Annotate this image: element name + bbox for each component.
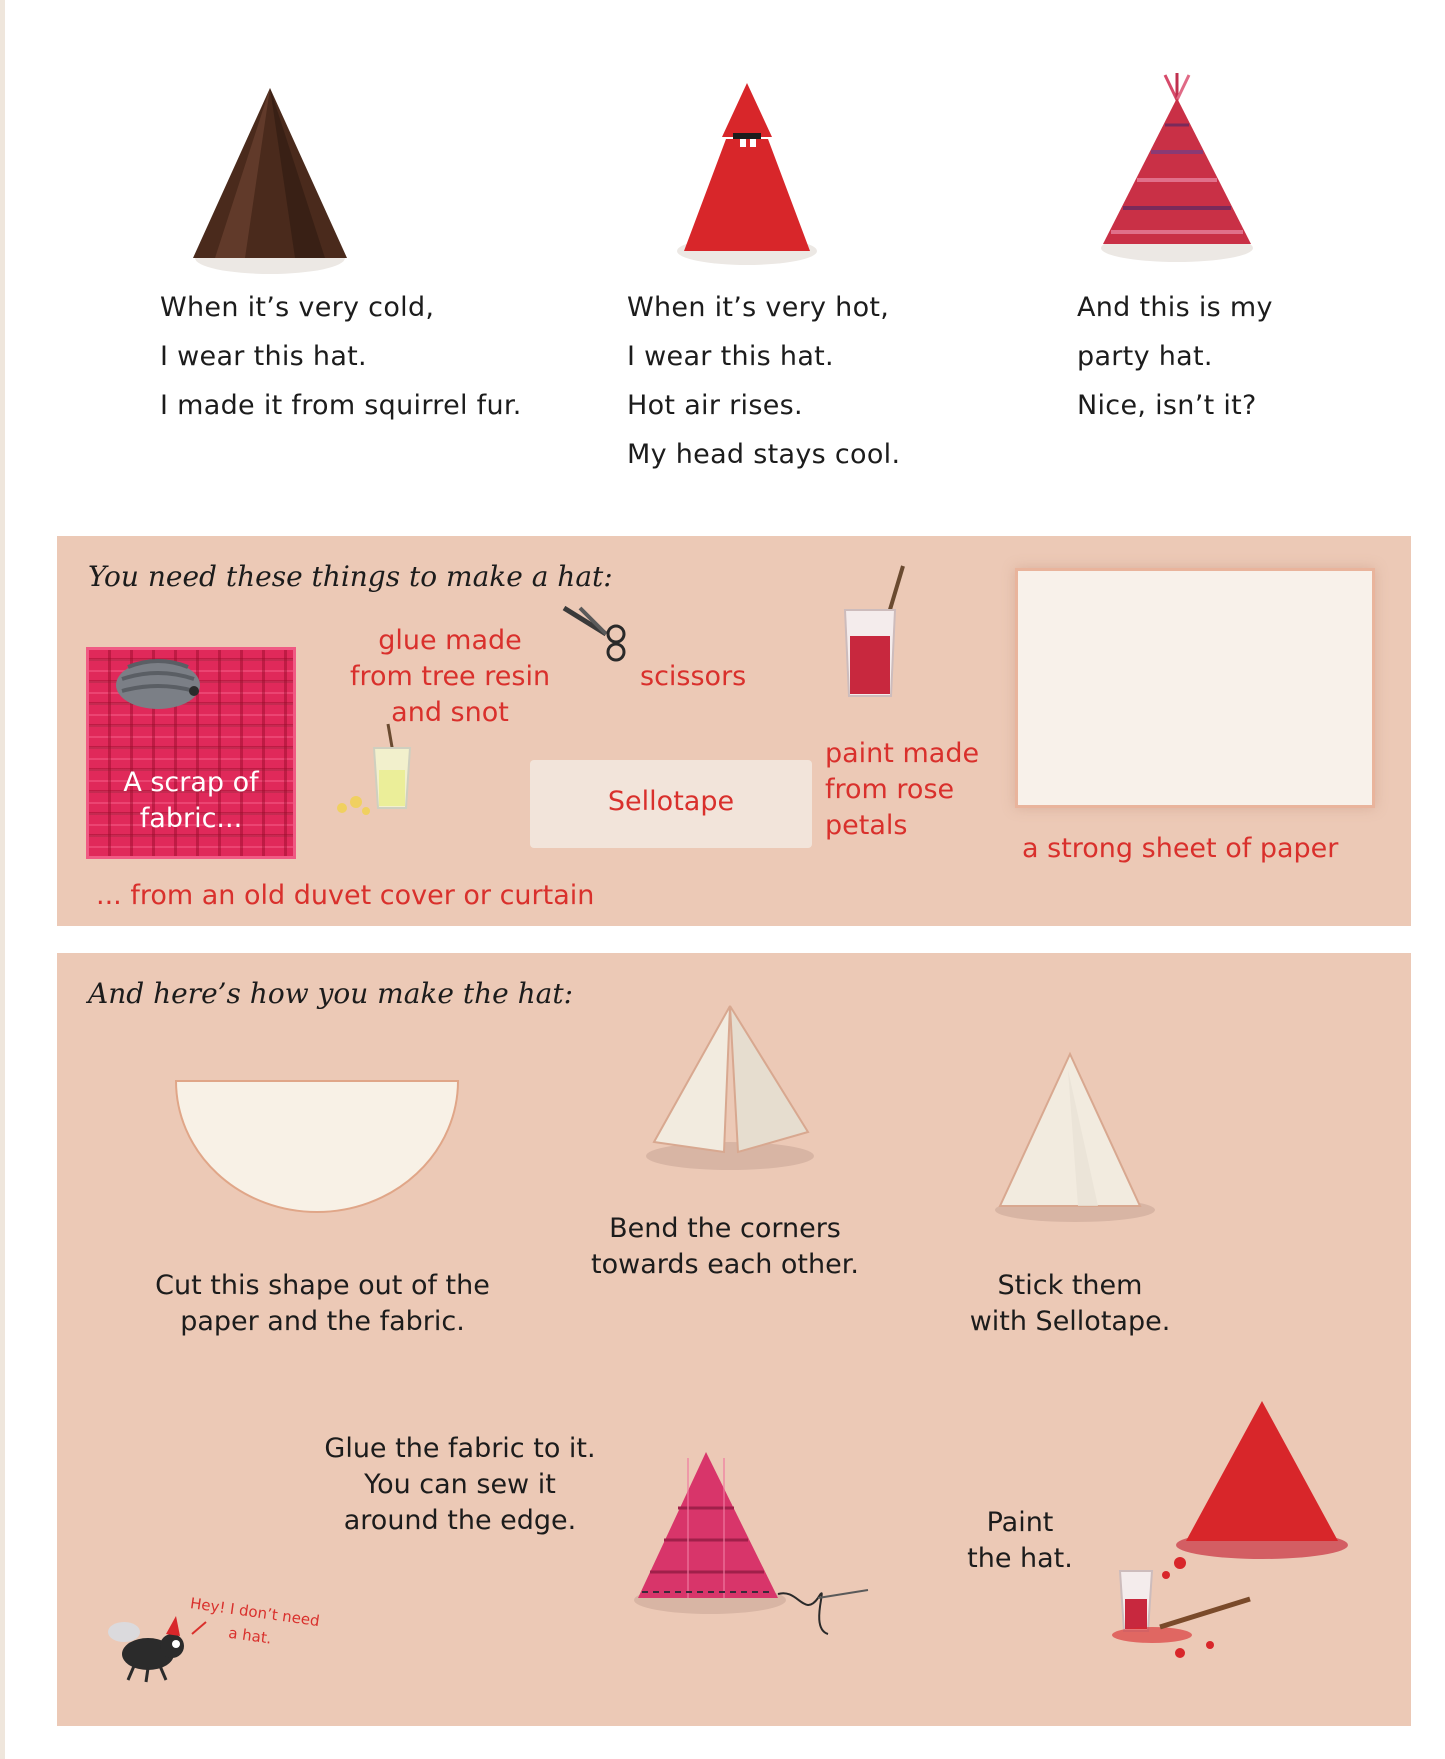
materials-heading: You need these things to make a hat: — [88, 560, 613, 593]
scissors-icon — [560, 604, 640, 664]
paint-label-line: petals — [825, 810, 908, 841]
fabric-note: ... from an old duvet cover or curtain — [96, 880, 595, 911]
paint-label-line: paint made — [825, 738, 980, 769]
step-line: Paint — [986, 1507, 1054, 1538]
party-hat-illustration — [1085, 70, 1265, 275]
speech-tick-icon — [188, 1618, 212, 1638]
instructions-heading: And here’s how you make the hat: — [88, 977, 574, 1010]
paint-label-line: from rose — [825, 774, 955, 805]
bent-cone-illustration — [640, 1000, 820, 1175]
semicircle-shape-illustration — [170, 1075, 465, 1220]
paint-glass-icon — [825, 560, 915, 710]
step-5-caption — [960, 1505, 1080, 1577]
step-line: around the edge. — [343, 1505, 577, 1536]
caption-line: I wear this hat. — [160, 341, 367, 372]
paper-sheet-illustration — [1015, 568, 1375, 808]
page-edge — [0, 0, 5, 1759]
cool-hat-caption — [627, 283, 900, 479]
step-line: the hat. — [967, 1543, 1073, 1574]
caption-line: Hot air rises. — [627, 390, 803, 421]
caption-line: When it’s very cold, — [160, 292, 435, 323]
step-line: Cut this shape out of the — [155, 1270, 490, 1301]
glue-label — [340, 623, 560, 731]
step-line: towards each other. — [591, 1249, 859, 1280]
caption-line: Nice, isn’t it? — [1077, 390, 1257, 421]
caption-line: I made it from squirrel fur. — [160, 390, 522, 421]
taped-cone-illustration — [990, 1050, 1160, 1225]
fabric-label-line: A scrap of — [123, 767, 259, 798]
step-1-caption — [150, 1268, 495, 1340]
glue-label-line: glue made — [378, 625, 522, 656]
fur-hat-caption — [160, 283, 522, 430]
caption-line: When it’s very hot, — [627, 292, 890, 323]
fur-hat-illustration — [185, 80, 355, 280]
sellotape-illustration — [530, 760, 812, 848]
paper-label: a strong sheet of paper — [1022, 833, 1339, 864]
paint-label — [825, 736, 979, 844]
fly-speech-line: a hat. — [227, 1623, 273, 1648]
fabric-cone-illustration — [618, 1448, 878, 1638]
caption-line: And this is my — [1077, 292, 1273, 323]
glue-label-line: from tree resin — [349, 661, 551, 692]
step-3-caption — [950, 1268, 1190, 1340]
step-line: Glue the fabric to it. — [324, 1433, 596, 1464]
glue-label-line: and snot — [391, 697, 509, 728]
step-line: Stick them — [997, 1270, 1143, 1301]
step-line: You can sew it — [364, 1469, 556, 1500]
cool-hat-illustration — [660, 75, 835, 275]
step-line: with Sellotape. — [969, 1306, 1171, 1337]
glue-glass-icon — [330, 718, 440, 818]
caption-line: I wear this hat. — [627, 341, 834, 372]
party-hat-caption — [1077, 283, 1273, 430]
painted-cone-illustration — [1080, 1395, 1350, 1675]
fabric-label-line: fabric... — [139, 803, 243, 834]
caption-line: party hat. — [1077, 341, 1213, 372]
fly-icon — [100, 1610, 190, 1685]
fabric-label — [86, 765, 296, 837]
step-line: Bend the corners — [609, 1213, 841, 1244]
sellotape-label: Sellotape — [607, 786, 735, 817]
fabric-scrap-illustration — [86, 647, 296, 859]
scissors-label: scissors — [640, 661, 747, 692]
caption-line: My head stays cool. — [627, 439, 901, 470]
step-line: paper and the fabric. — [180, 1306, 465, 1337]
fly-speech-line: Hey! I don’t need — [189, 1594, 321, 1631]
step-2-caption — [575, 1211, 875, 1283]
woodlouse-icon — [108, 653, 208, 715]
step-4-caption — [295, 1431, 625, 1539]
